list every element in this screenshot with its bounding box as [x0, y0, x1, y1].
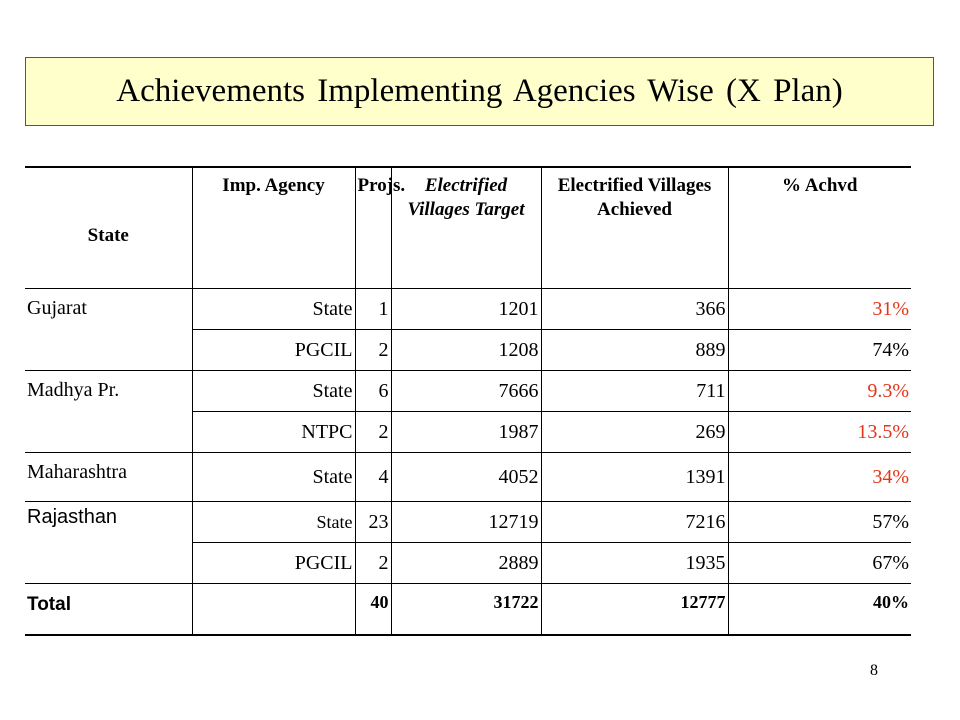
target-cell: 1208	[391, 330, 541, 371]
achieved-cell: 366	[541, 289, 728, 330]
achieved-cell: 7216	[541, 502, 728, 543]
table-row	[25, 502, 911, 543]
projs-cell: 23	[355, 502, 391, 543]
pct-cell: 74%	[728, 330, 911, 371]
page-title: Achievements Implementing Agencies Wise (X Plan)	[116, 73, 843, 109]
projs-cell: 2	[355, 330, 391, 371]
pct-cell: 13.5%	[728, 412, 911, 453]
achieved-cell: 1391	[541, 453, 728, 502]
total-pct: 40%	[728, 584, 911, 636]
achieved-cell: 1935	[541, 543, 728, 584]
total-agency-cell	[192, 584, 355, 636]
pct-cell: 57%	[728, 502, 911, 543]
agency-cell: State	[192, 453, 355, 502]
agency-cell: State	[192, 371, 355, 412]
table-row	[25, 371, 911, 412]
state-cell: Rajasthan	[25, 502, 192, 584]
target-cell: 2889	[391, 543, 541, 584]
achievements-table	[25, 166, 911, 636]
total-row	[25, 584, 911, 636]
total-label: Total	[25, 584, 192, 636]
target-cell: 1987	[391, 412, 541, 453]
agency-cell: State	[192, 502, 355, 543]
projs-cell: 6	[355, 371, 391, 412]
table-row	[25, 289, 911, 330]
total-achieved: 12777	[541, 584, 728, 636]
header-state: State	[25, 167, 192, 289]
total-projs: 40	[355, 584, 391, 636]
pct-cell: 67%	[728, 543, 911, 584]
projs-cell: 2	[355, 543, 391, 584]
state-cell: Madhya Pr.	[25, 371, 192, 453]
page-number: 8	[870, 662, 878, 679]
agency-cell: PGCIL	[192, 543, 355, 584]
projs-cell: 1	[355, 289, 391, 330]
header-agency: Imp. Agency	[192, 167, 355, 289]
achieved-cell: 889	[541, 330, 728, 371]
pct-cell: 34%	[728, 453, 911, 502]
target-cell: 4052	[391, 453, 541, 502]
table-row	[25, 453, 911, 502]
state-cell: Maharashtra	[25, 453, 192, 502]
achieved-cell: 269	[541, 412, 728, 453]
header-projs: Projs.	[355, 167, 391, 289]
pct-cell: 31%	[728, 289, 911, 330]
target-cell: 1201	[391, 289, 541, 330]
state-cell: Gujarat	[25, 289, 192, 371]
pct-cell: 9.3%	[728, 371, 911, 412]
agency-cell: NTPC	[192, 412, 355, 453]
header-pct: % Achvd	[728, 167, 911, 289]
target-cell: 12719	[391, 502, 541, 543]
total-target: 31722	[391, 584, 541, 636]
target-cell: 7666	[391, 371, 541, 412]
projs-cell: 2	[355, 412, 391, 453]
header-achieved: Electrified Villages Achieved	[541, 167, 728, 289]
header-target: Electrified Villages Target	[391, 167, 541, 289]
table-header-row	[25, 167, 911, 289]
projs-cell: 4	[355, 453, 391, 502]
agency-cell: State	[192, 289, 355, 330]
agency-cell: PGCIL	[192, 330, 355, 371]
title-banner	[25, 57, 934, 126]
achieved-cell: 711	[541, 371, 728, 412]
